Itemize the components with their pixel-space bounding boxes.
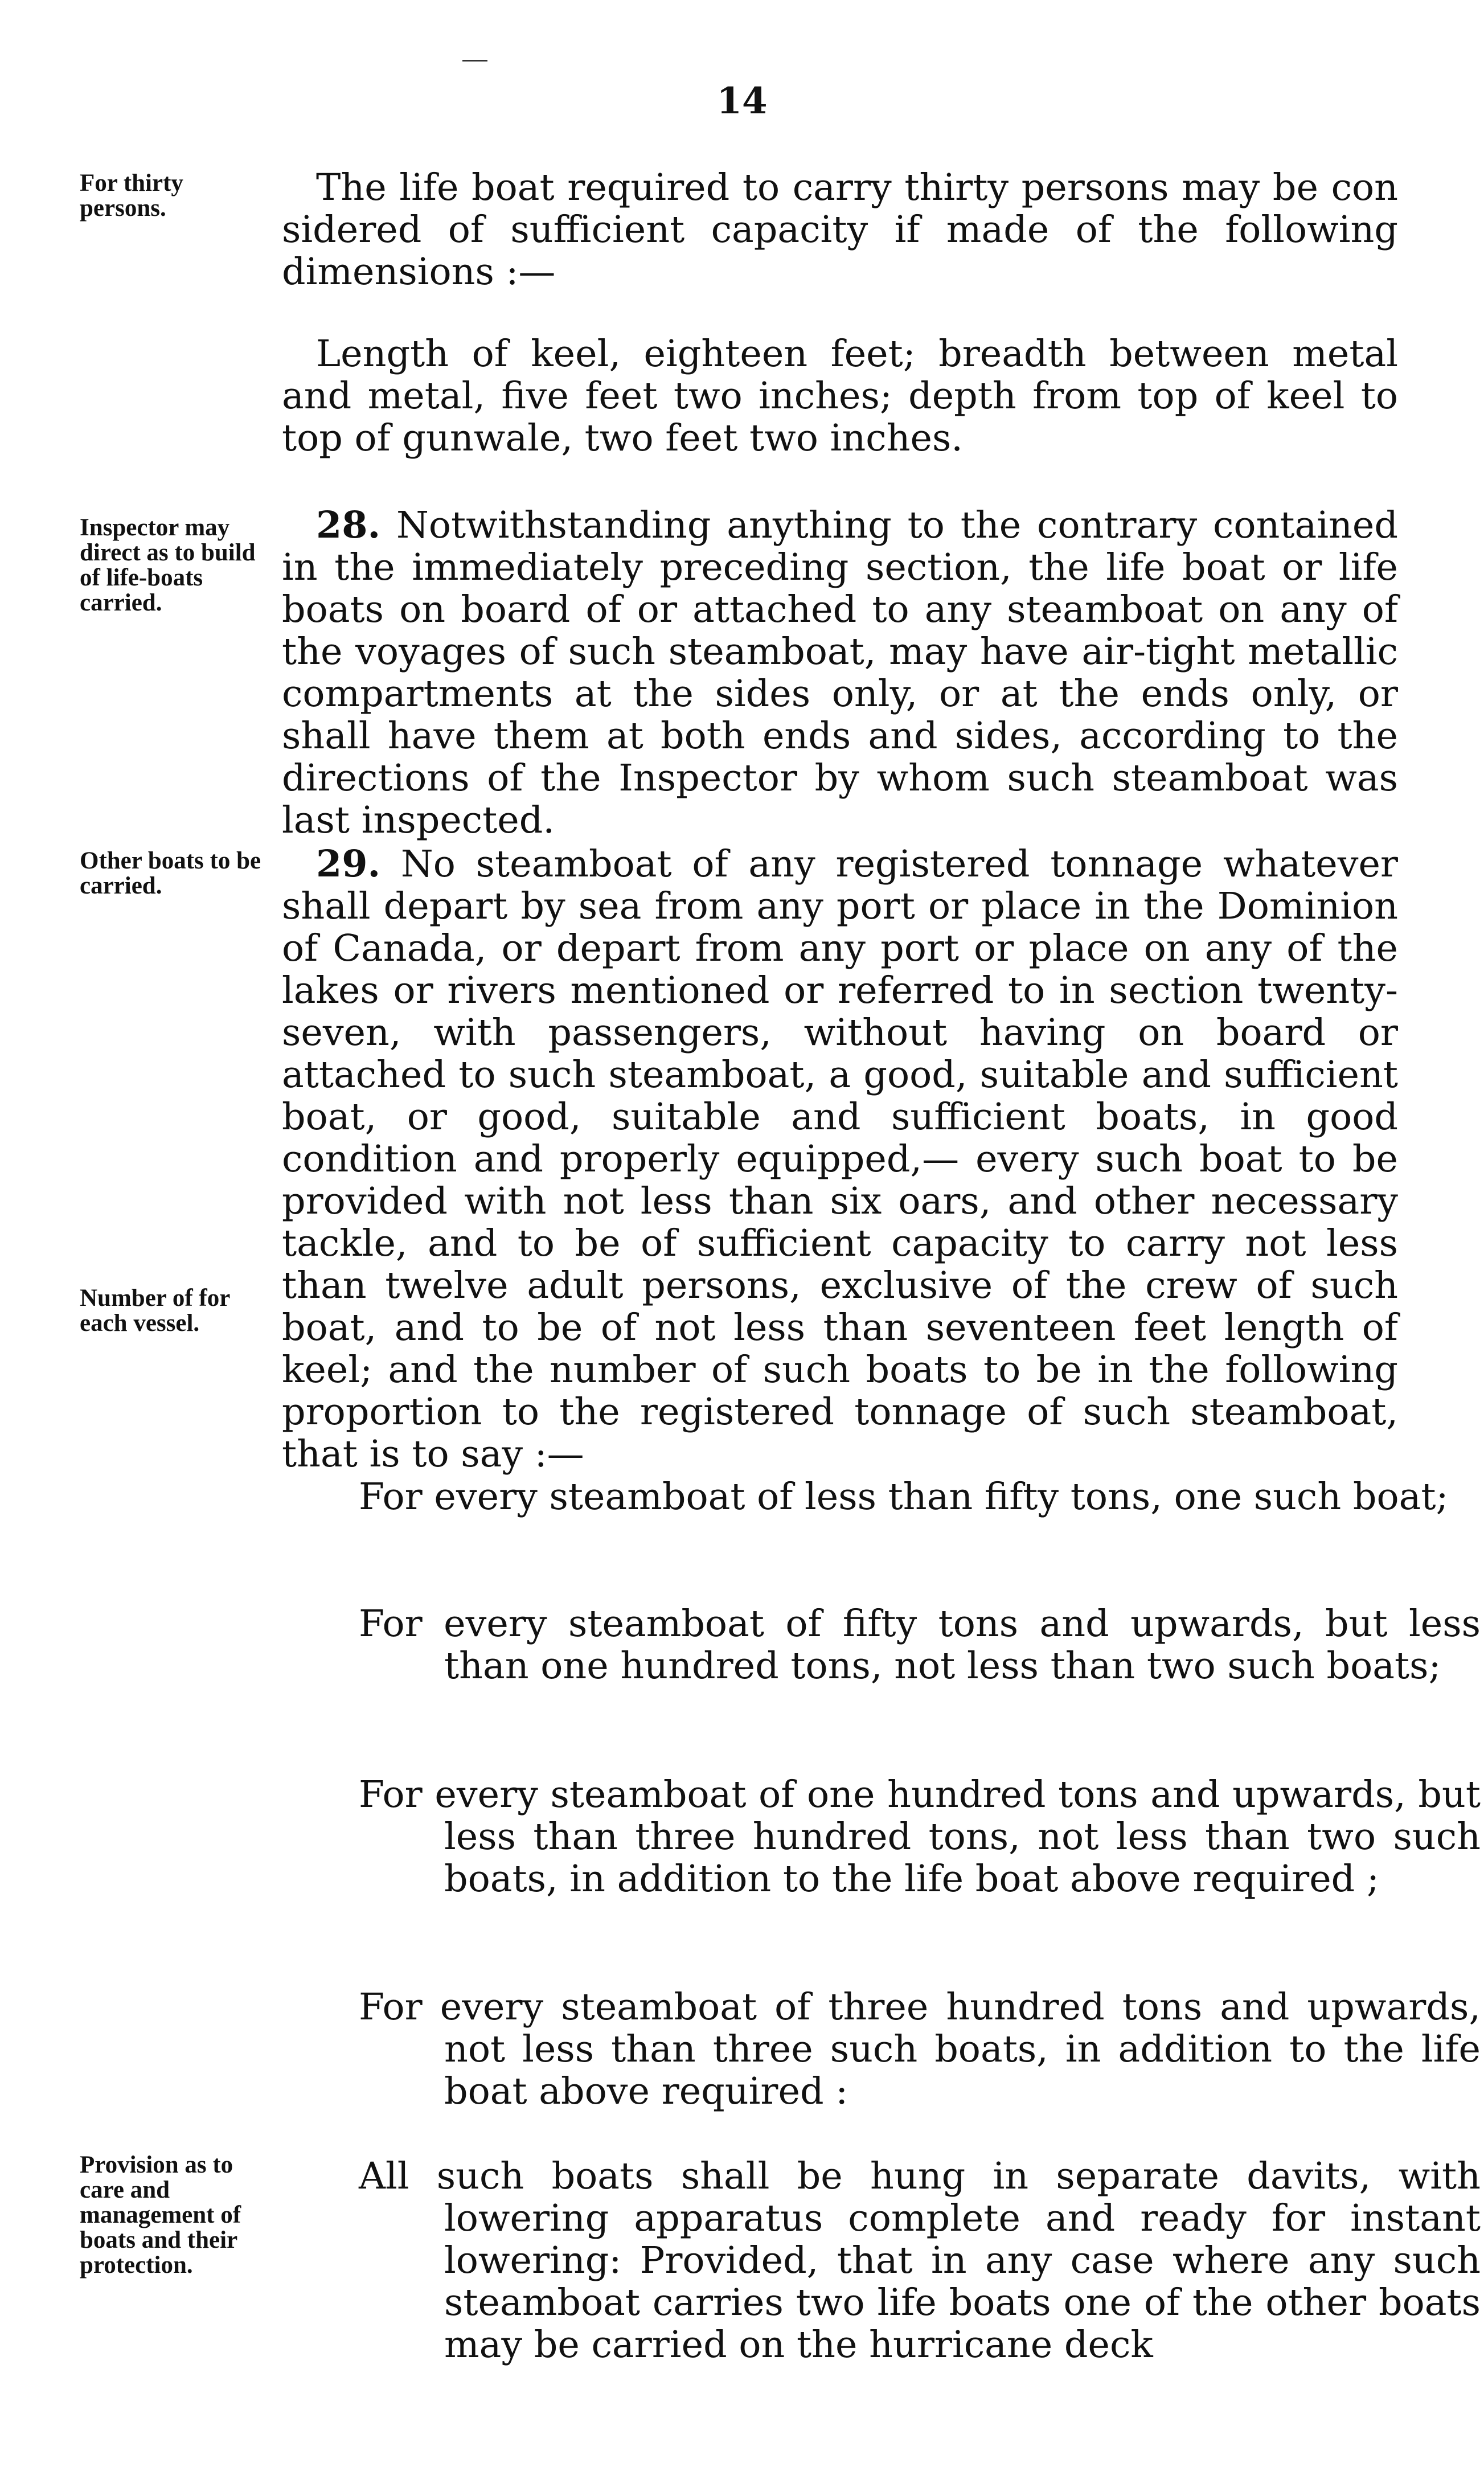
margin-note-inspector: Inspector may direct as to build of life-boats carried. <box>80 514 256 616</box>
list-item-less-than-fifty: For every steamboat of less than fifty tons, one such boat; <box>359 1476 1449 1518</box>
section-29 <box>282 843 1398 1476</box>
section-28 <box>282 504 1398 842</box>
top-dash <box>462 60 487 62</box>
margin-note-thirty-persons: For thirty persons. <box>80 170 183 222</box>
paragraph-section-29 <box>282 843 1398 1476</box>
list-item-over-three-hundred: For every steamboat of three hundred tons and upwards, not less than three such boats, in addition to the life boat above required : <box>359 1986 1481 2113</box>
list-item-fifty-to-hundred: For every steamboat of fifty tons and upwards, but less than one hundred tons, not less than two such boats; <box>359 1603 1481 1687</box>
margin-note-number-of-boats: Number of for each vessel. <box>80 1285 230 1337</box>
margin-note-provision: Provision as to care and management of boats and their protection. <box>80 2152 241 2279</box>
section-dimensions <box>282 333 1398 460</box>
section-thirty-persons <box>282 167 1398 293</box>
paragraph-thirty-persons: The life boat required to carry thirty persons may be con sidered of sufficient capacity if made of the following dimensions :— <box>282 166 1398 293</box>
section-number-29: 29. <box>316 842 381 886</box>
section-number-28: 28. <box>316 503 381 547</box>
paragraph-dimensions: Length of keel, eighteen feet; breadth between metal and metal, five feet two inches; depth from top of keel to top of gunwale, two feet two inches. <box>282 333 1398 460</box>
page-number: 14 <box>716 80 768 122</box>
paragraph-section-28 <box>282 504 1398 842</box>
section-29-text: No steamboat of any registered tonnage whatever shall depart by sea from any port or place in the Dominion of Canada, or depart from any port or place on any of the lakes or rivers mentioned or referred to in section twenty-seven, with passengers, without having on board or attached to such steamboat, a good, suitable and sufficient boat, or good, suitable and sufficient boats, in good condition and properly equipped,— every such boat to be provided with not less than six oars, and other necessary tackle, and to be of sufficient capacity to carry not less than twelve adult persons, exclusive of the crew of such boat, and to be of not less than seventeen feet length of keel; and the number of such boats to be in the following proportion to the registered tonnage of such steamboat, that is to say :— <box>282 843 1399 1476</box>
list-item-hundred-to-three-hundred: For every steamboat of one hundred tons and upwards, but less than three hundred tons, not less than two such boats, in addition to the life boat above required ; <box>359 1773 1481 1900</box>
margin-note-other-boats: Other boats to be carried. <box>80 847 261 899</box>
paragraph-davits-provision: All such boats shall be hung in separate davits, with lowering apparatus complete and ready for instant lowering: Provided, that in any case where any such steamboat carries two life boats one of the other boats may be carried on the hurricane deck <box>359 2155 1481 2366</box>
section-28-text: Notwithstanding anything to the contrary contained in the immediately preceding section, the life boat or life boats on board of or attached to any steamboat on any of the voyages of such steamboat, may have air-tight metallic compartments at the sides only, or at the ends only, or shall have them at both ends and sides, according to the directions of the Inspector by whom such steamboat was last inspected. <box>282 504 1399 842</box>
